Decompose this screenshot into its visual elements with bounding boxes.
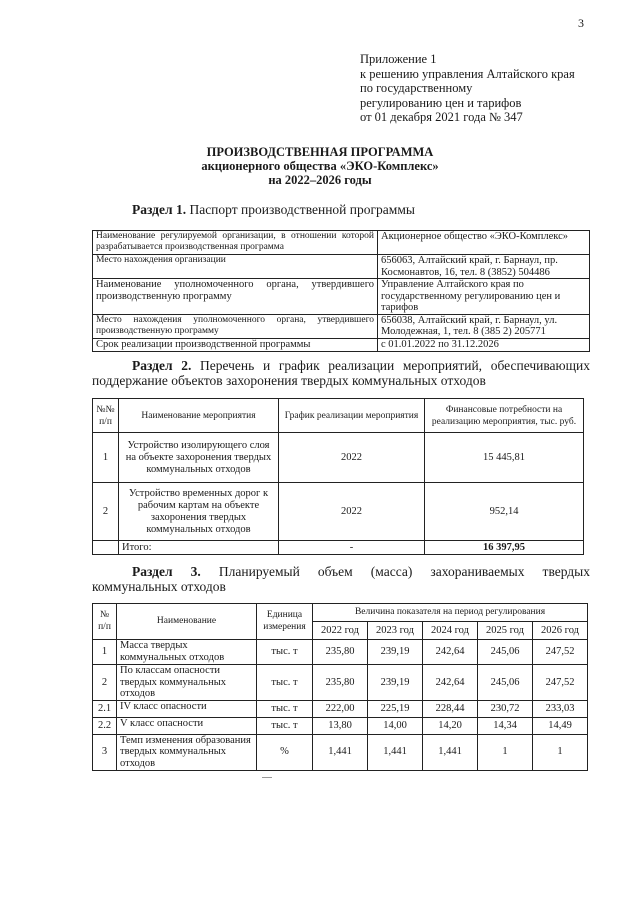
row-number: 3	[93, 734, 117, 770]
value-cell: 233,03	[533, 700, 588, 717]
value-cell: 225,19	[368, 700, 423, 717]
year-header: 2025 год	[478, 622, 533, 640]
appendix-line: Приложение 1	[360, 52, 437, 66]
table-row	[93, 338, 590, 351]
value-cell: 247,52	[533, 665, 588, 701]
appendix-block	[360, 52, 575, 125]
value-cell: 235,80	[313, 640, 368, 665]
table-row	[93, 734, 588, 770]
section3-heading	[92, 564, 590, 594]
column-header: №№ п/п	[93, 399, 119, 433]
value-cell: 1,441	[423, 734, 478, 770]
column-header: Финансовые потребности на реализацию мероприятия, тыс. руб.	[425, 399, 584, 433]
year-header: 2024 год	[423, 622, 478, 640]
measure-name: Устройство изолирующего слоя на объекте захоронения твердых коммунальных отходов	[119, 433, 279, 483]
year-header: 2026 год	[533, 622, 588, 640]
title-line: акционерного общества «ЭКО-Комплекс»	[201, 159, 439, 173]
value-cell: 230,72	[478, 700, 533, 717]
unit: тыс. т	[257, 717, 313, 734]
value-cell: 242,64	[423, 665, 478, 701]
appendix-line: к решению управления Алтайского края	[360, 66, 575, 81]
value-cell: 239,19	[368, 640, 423, 665]
section1-label: Раздел 1.	[132, 202, 187, 217]
passport-label: Наименование уполномоченного органа, утвердившего производственную программу	[93, 279, 378, 315]
value-cell: 14,34	[478, 717, 533, 734]
table-row	[93, 640, 588, 665]
table-row	[93, 279, 590, 315]
table-row	[93, 700, 588, 717]
value-cell: 13,80	[313, 717, 368, 734]
row-number: 1	[93, 433, 119, 483]
row-number: 2.1	[93, 700, 117, 717]
passport-value: 656063, Алтайский край, г. Барнаул, пр. Космонавтов, 16, тел. 8 (3852) 504486	[378, 255, 590, 279]
table-row	[93, 665, 588, 701]
passport-value: 656038, Алтайский край, г. Барнаул, ул. Молодежная, 1, тел. 8 (385 2) 205771	[378, 314, 590, 338]
measure-cost: 15 445,81	[425, 433, 584, 483]
indicator-name: IV класс опасности	[117, 700, 257, 717]
passport-value: Управление Алтайского края по государственному регулированию цен и тарифов	[378, 279, 590, 315]
value-cell: 242,64	[423, 640, 478, 665]
section2-heading	[92, 358, 590, 388]
page-number: 3	[578, 16, 584, 30]
passport-label: Место нахождения уполномоченного органа, утвердившего производственную программу	[93, 314, 378, 338]
value-cell: 239,19	[368, 665, 423, 701]
column-header: № п/п	[93, 604, 117, 640]
unit: тыс. т	[257, 665, 313, 701]
value-cell: 14,49	[533, 717, 588, 734]
passport-table	[92, 230, 590, 352]
document-title	[0, 145, 640, 187]
appendix-line: по государственному	[360, 81, 473, 95]
value-cell: 14,00	[368, 717, 423, 734]
table-row	[93, 717, 588, 734]
value-cell: 247,52	[533, 640, 588, 665]
passport-label: Срок реализации производственной программы	[93, 338, 378, 351]
indicator-name: V класс опасности	[117, 717, 257, 734]
value-cell: 245,06	[478, 640, 533, 665]
section3-label: Раздел 3.	[132, 564, 201, 579]
measure-cost: 952,14	[425, 483, 584, 541]
section1-text: Паспорт производственной программы	[189, 202, 415, 217]
value-cell: 14,20	[423, 717, 478, 734]
title-line: ПРОИЗВОДСТВЕННАЯ ПРОГРАММА	[206, 145, 434, 159]
value-cell: 235,80	[313, 665, 368, 701]
passport-value: Акционерное общество «ЭКО-Комплекс»	[378, 231, 590, 255]
waste-volume-table	[92, 603, 588, 771]
measure-schedule: 2022	[279, 433, 425, 483]
passport-label: Наименование регулируемой организации, в отношении которой разрабатывается производственная программа	[93, 231, 378, 255]
total-schedule: -	[279, 541, 425, 555]
row-number: 2.2	[93, 717, 117, 734]
value-cell: 228,44	[423, 700, 478, 717]
unit: %	[257, 734, 313, 770]
page-divider	[262, 777, 272, 778]
table-row	[93, 483, 584, 541]
section2-label: Раздел 2.	[132, 358, 192, 373]
value-cell: 1,441	[368, 734, 423, 770]
row-number: 1	[93, 640, 117, 665]
value-cell: 1,441	[313, 734, 368, 770]
indicator-name: По классам опасности твердых коммунальных отходов	[117, 665, 257, 701]
table-header-row	[93, 399, 584, 433]
appendix-line: от 01 декабря 2021 года № 347	[360, 110, 523, 124]
row-number: 2	[93, 665, 117, 701]
table-row	[93, 231, 590, 255]
column-header: Величина показателя на период регулирования	[313, 604, 588, 622]
row-number: 2	[93, 483, 119, 541]
table-row	[93, 255, 590, 279]
table-header-row	[93, 604, 588, 622]
table-row	[93, 314, 590, 338]
year-header: 2022 год	[313, 622, 368, 640]
section1-heading	[132, 202, 415, 218]
passport-value: с 01.01.2022 по 31.12.2026	[378, 338, 590, 351]
total-cost: 16 397,95	[425, 541, 584, 555]
column-header: Наименование мероприятия	[119, 399, 279, 433]
value-cell: 222,00	[313, 700, 368, 717]
column-header: Единица измерения	[257, 604, 313, 640]
year-header: 2023 год	[368, 622, 423, 640]
measure-name: Устройство временных дорог к рабочим картам на объекте захоронения твердых коммунальных отходов	[119, 483, 279, 541]
section3-text: Планируемый объем (масса) захораниваемых твердых коммунальных отходов	[92, 564, 591, 594]
unit: тыс. т	[257, 700, 313, 717]
value-cell: 1	[478, 734, 533, 770]
value-cell: 1	[533, 734, 588, 770]
table-total-row	[93, 541, 584, 555]
table-row	[93, 433, 584, 483]
measures-table	[92, 398, 584, 555]
unit: тыс. т	[257, 640, 313, 665]
measure-schedule: 2022	[279, 483, 425, 541]
column-header: График реализации мероприятия	[279, 399, 425, 433]
passport-label: Место нахождения организации	[93, 255, 378, 279]
value-cell: 245,06	[478, 665, 533, 701]
title-line: на 2022–2026 годы	[268, 173, 372, 187]
total-label: Итого:	[119, 541, 279, 555]
indicator-name: Масса твердых коммунальных отходов	[117, 640, 257, 665]
column-header: Наименование	[117, 604, 257, 640]
indicator-name: Темп изменения образования твердых коммунальных отходов	[117, 734, 257, 770]
appendix-line: регулированию цен и тарифов	[360, 95, 522, 110]
section2-text: Перечень и график реализации мероприятий, обеспечивающих поддержание объектов захоронения твердых коммунальных отходов	[92, 358, 591, 388]
